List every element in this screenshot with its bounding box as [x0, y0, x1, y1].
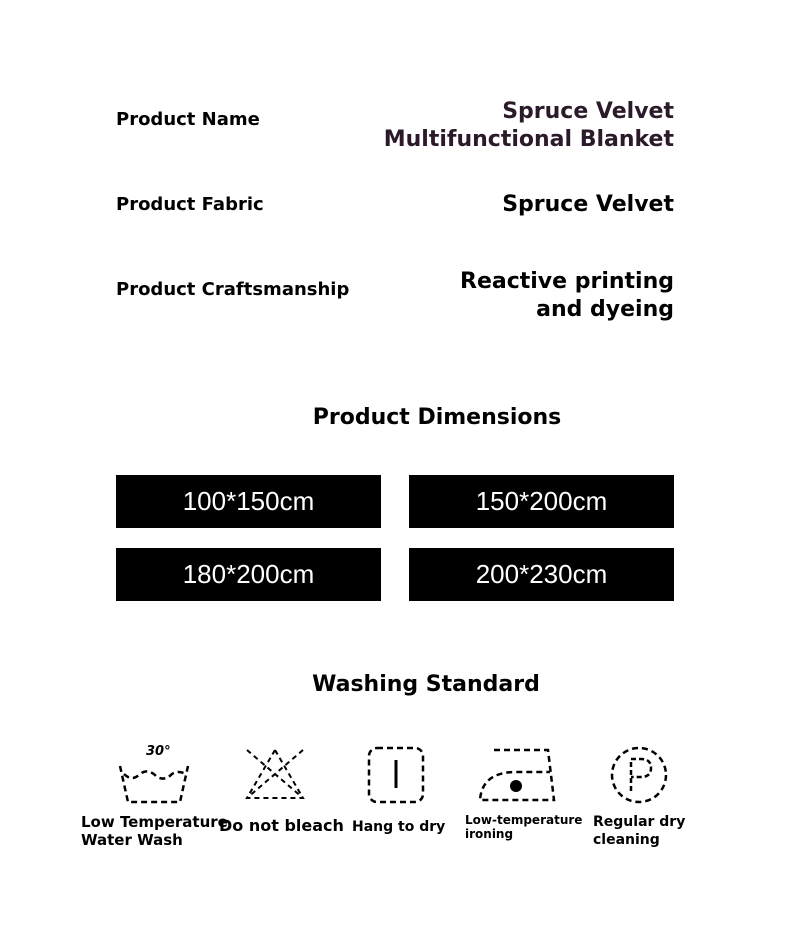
wash-caption — [81, 813, 228, 849]
wash-temp-label: 30° — [146, 744, 171, 759]
size-box-100x150: 100*150cm — [116, 475, 381, 528]
hang-dry-icon — [367, 746, 425, 804]
dimensions-heading: Product Dimensions — [312, 405, 562, 430]
product-fabric-value — [502, 191, 674, 219]
product-name-label: Product Name — [116, 109, 260, 130]
product-name-value-line-2: Multifunctional Blanket — [383, 127, 674, 152]
no-bleach-caption — [219, 817, 344, 835]
size-box-180x200: 180*200cm — [116, 548, 381, 601]
hang-dry-caption-line-1: Hang to dry — [352, 819, 446, 835]
washing-heading: Washing Standard — [312, 672, 540, 697]
product-fabric-value-line-1: Spruce Velvet — [502, 192, 674, 217]
wash-caption-line-1: Low Temperature — [81, 813, 228, 831]
product-craftsmanship-value-line-1: Reactive printing — [460, 269, 674, 294]
iron-caption-line-1: Low-temperature — [465, 813, 583, 827]
hang-dry-caption — [352, 818, 445, 836]
product-fabric-label: Product Fabric — [116, 194, 264, 215]
dry-clean-caption-line-2: cleaning — [593, 832, 660, 848]
size-box-200x230: 200*230cm — [409, 548, 674, 601]
size-box-150x200: 150*200cm — [409, 475, 674, 528]
wash-caption-line-2: Water Wash — [81, 831, 183, 849]
product-craftsmanship-label: Product Craftsmanship — [116, 279, 350, 300]
product-name-value — [384, 98, 674, 154]
dry-clean-caption — [593, 813, 685, 849]
iron-low-icon — [476, 746, 560, 804]
dry-clean-caption-line-1: Regular dry — [593, 814, 686, 830]
iron-caption-line-2: ironing — [465, 827, 514, 841]
product-name-value-line-1: Spruce Velvet — [502, 99, 674, 124]
product-craftsmanship-value — [460, 268, 674, 324]
no-bleach-icon — [243, 746, 307, 802]
product-craftsmanship-value-line-2: and dyeing — [536, 297, 674, 322]
dry-clean-icon — [609, 745, 669, 805]
iron-caption — [465, 813, 582, 841]
no-bleach-caption-line-1: Do not bleach — [219, 816, 344, 835]
